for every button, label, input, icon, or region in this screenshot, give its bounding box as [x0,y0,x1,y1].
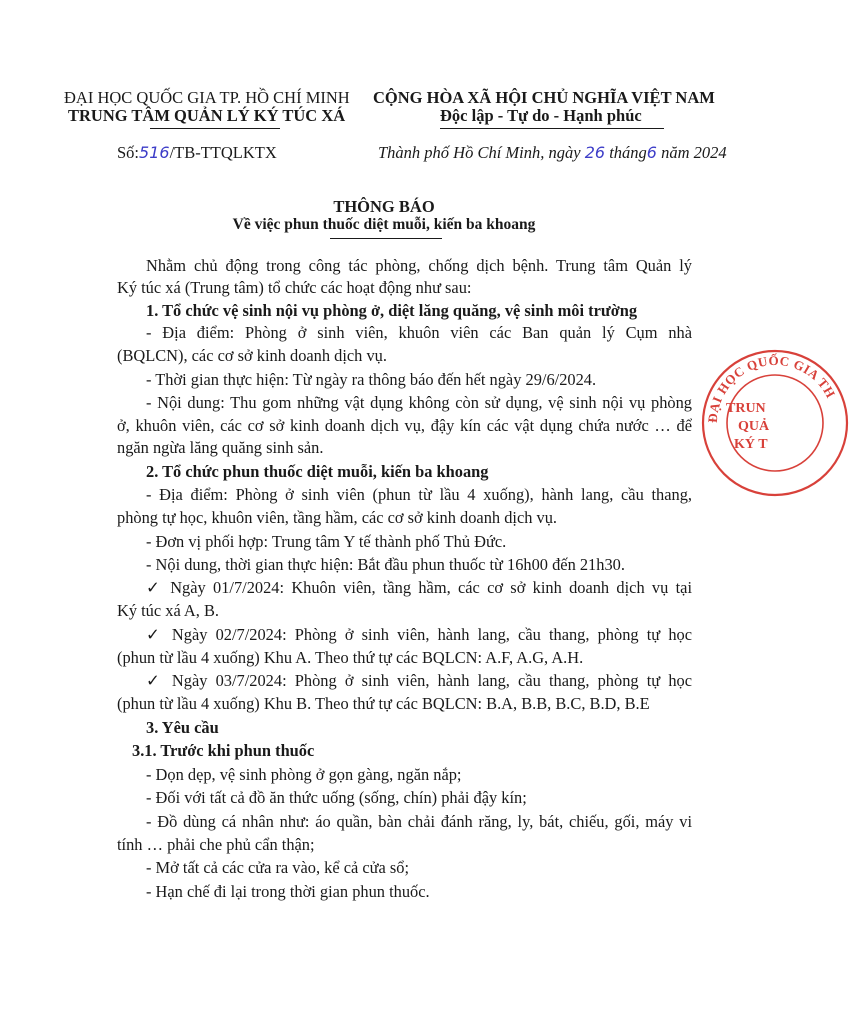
doc-no-prefix: Số: [117,143,140,162]
org-name-line1: ĐẠI HỌC QUỐC GIA TP. HỒ CHÍ MINH [64,88,350,107]
s31-bullet-2: - Đối với tất cả đồ ăn thức uống (sống, chín) phải đậy kín; [146,788,527,807]
doc-no-handwritten: 516 [139,143,170,162]
document-number [117,143,277,163]
section-2-heading: 2. Tổ chức phun thuốc diệt muỗi, kiến ba khoang [146,462,489,481]
date-month-label: tháng [609,143,647,162]
page-subject: Về việc phun thuốc diệt muỗi, kiến ba khoang [232,216,536,233]
date-prefix: Thành phố Hồ Chí Minh, ngày [378,143,581,162]
date-year: năm 2024 [661,143,727,162]
s31-bullet-3-line-1: - Đồ dùng cá nhân như: áo quần, bàn chải đánh răng, ly, bát, chiếu, gối, máy vi [146,812,692,831]
s2-check-3-line-2: (phun từ lầu 4 xuống) Khu B. Theo thứ tự các BQLCN: B.A, B.B, B.C, B.D, B.E [117,694,650,713]
s1-bullet-1-line-1: - Địa điểm: Phòng ở sinh viên, khuôn viên các Ban quản lý Cụm nhà [146,323,692,342]
s31-bullet-1: - Dọn dẹp, vệ sinh phòng ở gọn gàng, ngăn nắp; [146,765,462,784]
subject-underline [330,238,442,239]
seal-inner-text-1: TRUN [726,401,766,416]
intro-line-2: Ký túc xá (Trung tâm) tổ chức các hoạt động như sau: [117,278,472,297]
s2-check-2-line-2: (phun từ lầu 4 xuống) Khu A. Theo thứ tự các BQLCN: A.F, A.G, A.H. [117,648,584,667]
seal-inner-text-3: KÝ T [734,437,768,452]
country-motto: Độc lập - Tự do - Hạnh phúc [440,106,642,125]
date-day-handwritten: 26 [584,143,606,162]
s2-bullet-1-line-2: phòng tự học, khuôn viên, tầng hầm, các cơ sở kinh doanh dịch vụ. [117,508,557,527]
section-1-heading: 1. Tổ chức vệ sinh nội vụ phòng ở, diệt lăng quăng, vệ sinh môi trường [146,301,638,320]
s2-bullet-2: - Đơn vị phối hợp: Trung tâm Y tế thành phố Thủ Đức. [146,532,507,551]
org-underline [150,128,280,129]
s1-bullet-3-line-1: - Nội dung: Thu gom những vật dụng không còn sử dụng, vệ sinh nội vụ phòng [146,393,692,412]
s2-check-1-line-2: Ký túc xá A, B. [117,601,219,620]
document-date [378,143,727,163]
date-month-handwritten: 6 [646,143,657,162]
s2-check-1-line-1: ✓ Ngày 01/7/2024: Khuôn viên, tầng hầm, các cơ sở kinh doanh dịch vụ tại [146,578,692,597]
s1-bullet-1-line-2: (BQLCN), các cơ sở kinh doanh dịch vụ. [117,346,387,365]
s2-check-3-line-1: ✓ Ngày 03/7/2024: Phòng ở sinh viên, hành lang, cầu thang, phòng tự học [146,671,692,690]
s31-bullet-4: - Mở tất cả các cửa ra vào, kể cả cửa sổ; [146,858,410,877]
motto-underline [440,128,664,129]
org-name-line2: TRUNG TÂM QUẢN LÝ KÝ TÚC XÁ [68,106,346,125]
doc-no-suffix: /TB-TTQLKTX [169,143,277,162]
section-3-heading: 3. Yêu cầu [146,718,219,737]
country-name: CỘNG HÒA XÃ HỘI CHỦ NGHĨA VIỆT NAM [373,88,715,107]
s1-bullet-3-line-2: ở, khuôn viên, các cơ sở kinh doanh dịch vụ, đậy kín các vật dụng chứa nước … để [117,416,692,435]
official-seal-stamp [700,348,850,498]
s31-bullet-5: - Hạn chế đi lại trong thời gian phun thuốc. [146,882,430,901]
page-title: THÔNG BÁO [333,197,435,216]
s31-bullet-3-line-2: tính … phải che phủ cẩn thận; [117,835,315,854]
s1-bullet-3-line-3: ngăn ngừa lăng quăng sinh sản. [117,438,324,457]
s2-bullet-1-line-1: - Địa điểm: Phòng ở sinh viên (phun từ lầu 4 xuống), hành lang, cầu thang, [146,485,692,504]
s1-bullet-2: - Thời gian thực hiện: Từ ngày ra thông báo đến hết ngày 29/6/2024. [146,370,597,389]
s2-check-2-line-1: ✓ Ngày 02/7/2024: Phòng ở sinh viên, hành lang, cầu thang, phòng tự học [146,625,692,644]
seal-outer-ring [703,351,847,495]
intro-line-1: Nhằm chủ động trong công tác phòng, chống dịch bệnh. Trung tâm Quản lý [146,256,692,275]
seal-ring-text: ĐẠI HỌC QUỐC GIA TH [704,352,839,424]
s2-bullet-3: - Nội dung, thời gian thực hiện: Bắt đầu phun thuốc từ 16h00 đến 21h30. [146,555,625,574]
section-3-1-heading: 3.1. Trước khi phun thuốc [132,741,315,760]
seal-inner-text-2: QUẢ [738,419,770,434]
